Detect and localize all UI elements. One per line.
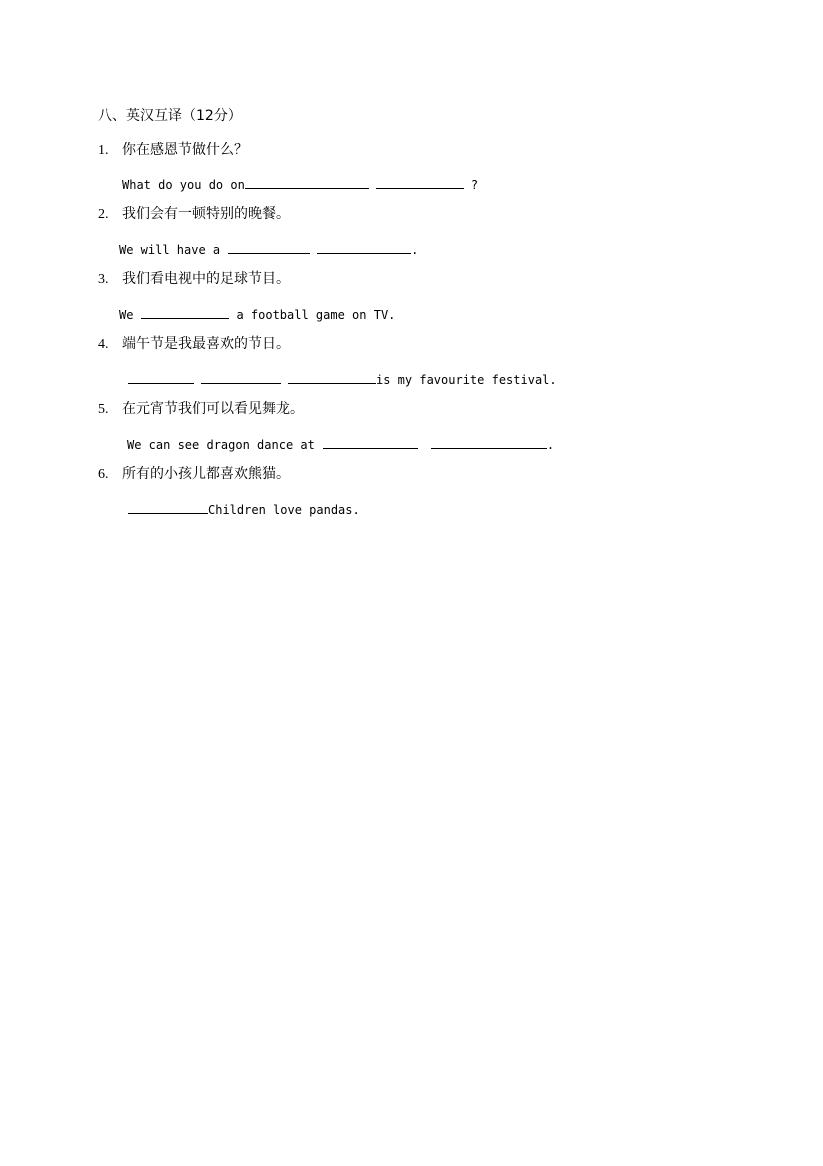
question-number: 3. — [98, 272, 109, 287]
answer-text: We will have a — [119, 243, 221, 257]
answer-blank[interactable] — [431, 435, 547, 449]
question-4 — [98, 334, 290, 355]
question-number: 2. — [98, 207, 109, 222]
question-1 — [98, 140, 248, 161]
answer-text: a football game on TV. — [236, 308, 396, 322]
answer-text: . — [546, 438, 555, 452]
answer-blank[interactable] — [323, 435, 418, 449]
question-chinese: 我们会有一顿特别的晚餐。 — [122, 206, 290, 222]
answer-text: Children love pandas. — [208, 503, 360, 517]
answer-blank[interactable] — [228, 240, 310, 254]
question-6 — [98, 464, 290, 485]
question-3 — [98, 269, 290, 290]
answer-line-3 — [119, 305, 395, 324]
answer-line-6 — [128, 500, 360, 519]
answer-blank[interactable] — [128, 370, 194, 384]
question-chinese: 我们看电视中的足球节目。 — [122, 271, 290, 287]
question-number: 5. — [98, 402, 109, 417]
answer-text: What do you do on — [122, 178, 245, 192]
answer-line-5 — [127, 435, 554, 454]
section-title: 八、英汉互译（12分） — [98, 108, 242, 124]
answer-line-4 — [128, 370, 557, 389]
answer-blank[interactable] — [201, 370, 281, 384]
answer-text: We can see dragon dance at — [127, 438, 315, 452]
answer-blank[interactable] — [376, 175, 464, 189]
answer-blank[interactable] — [288, 370, 376, 384]
answer-line-2 — [119, 240, 418, 259]
question-2 — [98, 204, 290, 225]
question-5 — [98, 399, 304, 420]
answer-line-1 — [122, 175, 478, 194]
answer-text: . — [411, 243, 419, 257]
question-number: 6. — [98, 467, 109, 482]
answer-blank[interactable] — [317, 240, 411, 254]
answer-text: ? — [470, 178, 479, 192]
question-chinese: 端午节是我最喜欢的节日。 — [122, 336, 290, 352]
answer-text: is my favourite festival. — [376, 373, 557, 387]
answer-blank[interactable] — [128, 500, 208, 514]
question-chinese: 所有的小孩儿都喜欢熊猫。 — [122, 466, 290, 482]
question-number: 1. — [98, 143, 109, 158]
answer-blank[interactable] — [141, 305, 229, 319]
question-chinese: 在元宵节我们可以看见舞龙。 — [122, 401, 304, 417]
question-chinese: 你在感恩节做什么？ — [122, 142, 248, 158]
question-number: 4. — [98, 337, 109, 352]
answer-blank[interactable] — [245, 175, 369, 189]
answer-text: We — [119, 308, 134, 322]
